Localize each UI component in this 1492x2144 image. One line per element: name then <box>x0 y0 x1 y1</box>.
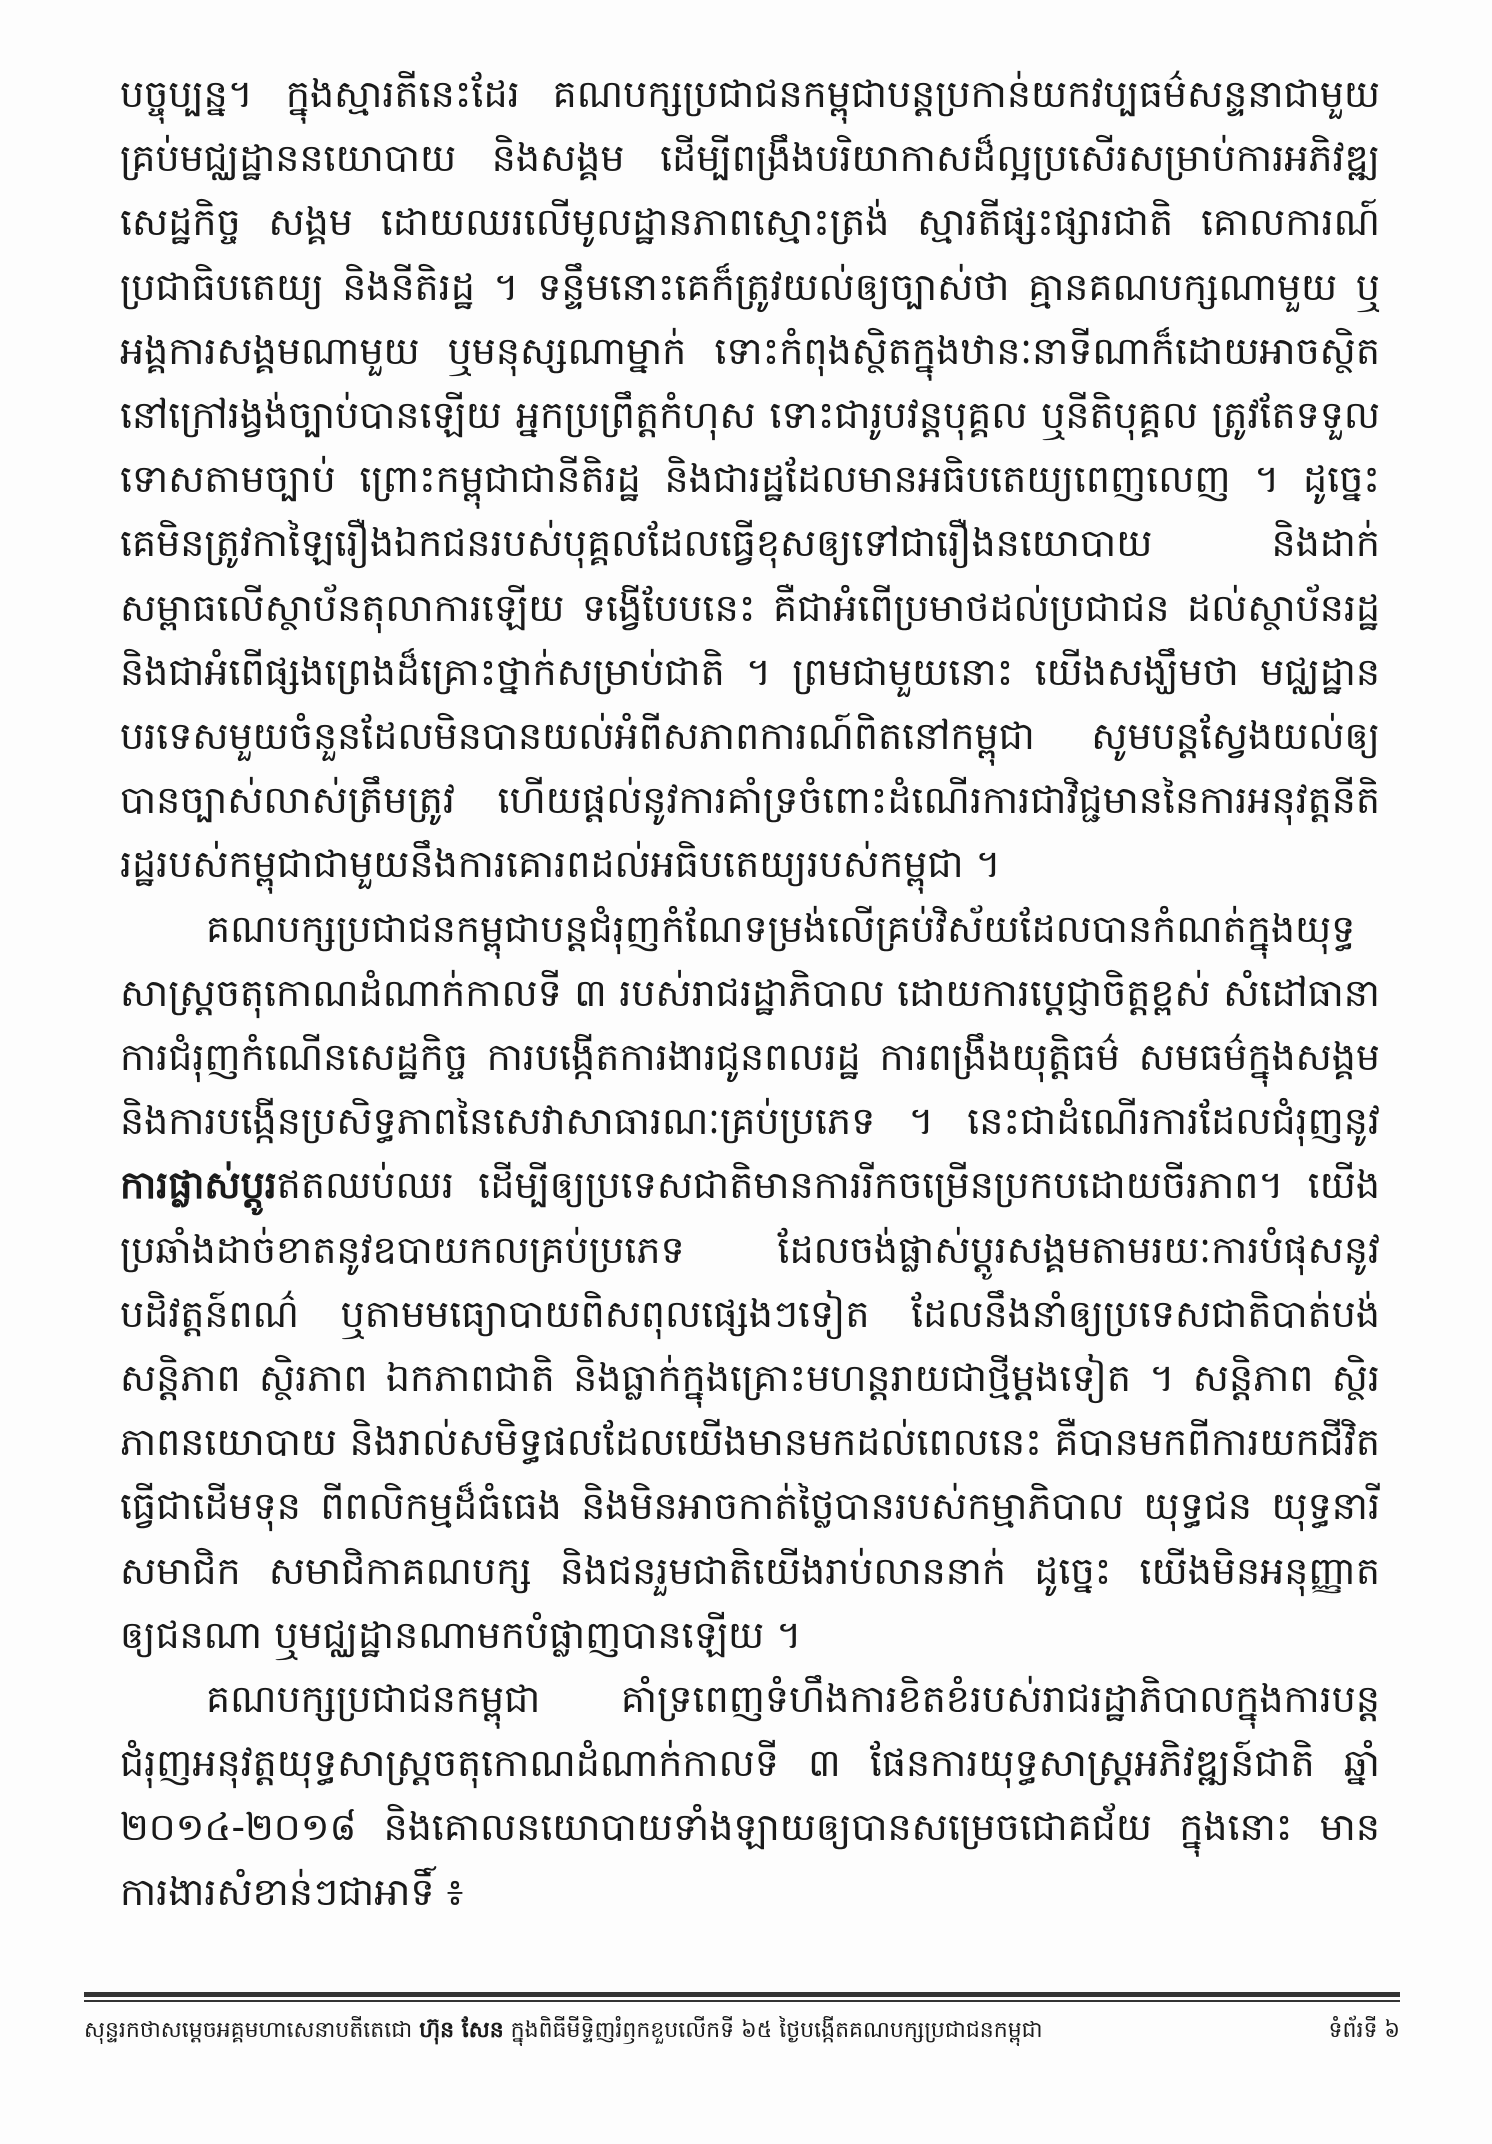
paragraph-2 <box>120 897 1380 1667</box>
page-footer <box>84 1992 1400 2046</box>
footer-divider-thin <box>84 2000 1400 2002</box>
footer-row <box>84 2016 1400 2046</box>
footer-caption-name: ហ៊ុន សែន <box>419 2018 504 2043</box>
footer-caption <box>84 2016 1309 2046</box>
document-body <box>120 62 1380 1924</box>
paragraph-2-text-b: ឥតឈប់ឈរ ដើម្បីឲ្យប្រទេសជាតិមានការរីកចម្រើនប្រកបដោយចីរភាព។ យើងប្រឆាំងដាច់ខាតនូវឧបាយកលគ្រប់ប្រភេទ ដែលចង់ផ្លាស់ប្តូរសង្គមតាមរយៈការបំផុសនូវបដិវត្តន៍ពណ៌ ឬតាមមធ្យោបាយពិសពុលផ្សេងៗទៀត ដែលនឹងនាំឲ្យប្រទេសជាតិបាត់បង់សន្តិភាព ស្ថិរភាព ឯកភាពជាតិ និងធ្លាក់ក្នុងគ្រោះមហន្តរាយជាថ្មីម្តងទៀត ។ សន្តិភាព ស្ថិរភាពនយោបាយ និងរាល់សមិទ្ធផលដែលយើងមានមកដល់ពេលនេះ គឺបានមកពីការយកជីវិតធ្វើជាដើមទុន ពីពលិកម្មដ៏ធំធេង និងមិនអាចកាត់ថ្លៃបានរបស់កម្មាភិបាល យុទ្ធជន យុទ្ធនារី សមាជិក សមាជិកាគណបក្ស និងជនរួមជាតិយើងរាប់លាននាក់ ដូច្នេះ យើងមិនអនុញ្ញាតឲ្យជនណា ឬមជ្ឈដ្ឋានណាមកបំផ្លាញបានឡើយ ។ <box>120 1163 1380 1657</box>
paragraph-1-text: បច្ចុប្បន្ន។ ក្នុងស្មារតីនេះដែរ គណបក្សប្រជាជនកម្ពុជាបន្តប្រកាន់យកវប្បធម៌សន្ទនាជាមួយគ្រប់មជ្ឈដ្ឋាននយោបាយ និងសង្គម ដើម្បីពង្រឹងបរិយាកាសដ៏ល្អប្រសើរសម្រាប់ការអភិវឌ្ឍសេដ្ឋកិច្ច សង្គម ដោយឈរលើមូលដ្ឋានភាពស្មោះត្រង់ ស្មារតីផ្សះផ្សារជាតិ គោលការណ៍ប្រជាធិបតេយ្យ និងនីតិរដ្ឋ ។ ទន្ទឹមនោះគេក៏ត្រូវយល់ឲ្យច្បាស់ថា គ្មានគណបក្សណាមួយ ឬអង្គការសង្គមណាមួយ ឬមនុស្សណាម្នាក់ ទោះកំពុងស្ថិតក្នុងឋានៈនាទីណាក៏ដោយអាចស្ថិតនៅក្រៅរង្វង់ច្បាប់បានឡើយ អ្នកប្រព្រឹត្តកំហុស ទោះជារូបវន្តបុគ្គល ឬនីតិបុគ្គល ត្រូវតែទទួលទោសតាមច្បាប់ ព្រោះកម្ពុជាជានីតិរដ្ឋ និងជារដ្ឋដែលមានអធិបតេយ្យពេញលេញ ។ ដូច្នេះ គេមិនត្រូវកាឡៃរឿងឯកជនរបស់បុគ្គលដែលធ្វើខុសឲ្យទៅជារឿងនយោបាយ និងដាក់សម្ពាធលើស្ថាប័នតុលាការឡើយ ទង្វើបែបនេះ គឺជាអំពើប្រមាថដល់ប្រជាជន ដល់ស្ថាប័នរដ្ឋ និងជាអំពើផ្សងព្រេងដ៏គ្រោះថ្នាក់សម្រាប់ជាតិ ។ ព្រមជាមួយនោះ យើងសង្ឃឹមថា មជ្ឈដ្ឋានបរទេសមួយចំនួនដែលមិនបានយល់អំពីសភាពការណ៍ពិតនៅកម្ពុជា សូមបន្តស្វែងយល់ឲ្យបានច្បាស់លាស់ត្រឹមត្រូវ ហើយផ្តល់នូវការគាំទ្រចំពោះដំណើរការជាវិជ្ជមាននៃការអនុវត្តនីតិរដ្ឋរបស់កម្ពុជាជាមួយនឹងការគោរពដល់អធិបតេយ្យរបស់កម្ពុជា ។ <box>120 72 1380 887</box>
paragraph-3 <box>120 1667 1380 1924</box>
page-number: ទំព័រទី ៦ <box>1328 2018 1400 2043</box>
paragraph-3-text: គណបក្សប្រជាជនកម្ពុជា គាំទ្រពេញទំហឹងការខិតខំរបស់រាជរដ្ឋាភិបាលក្នុងការបន្តជំរុញអនុវត្តយុទ្ធសាស្ត្រចតុកោណដំណាក់កាលទី ៣ ផែនការយុទ្ធសាស្ត្រអភិវឌ្ឍន៍ជាតិ ឆ្នាំ ២០១៤-២០១៨ និងគោលនយោបាយទាំងឡាយឲ្យបានសម្រេចជោគជ័យ ក្នុងនោះ មានការងារសំខាន់ៗជាអាទិ៍ ៖ <box>120 1677 1380 1914</box>
paragraph-2-bold-phrase: ការផ្លាស់ប្តូរ <box>120 1163 277 1208</box>
paragraph-1 <box>120 62 1380 897</box>
footer-divider-thick <box>84 1992 1400 1997</box>
footer-caption-tail: ក្នុងពិធីមីទ្ទិញរំឭកខួបលើកទី ៦៥ ថ្ងៃបង្កើតគណបក្សប្រជាជនកម្ពុជា <box>510 2018 1043 2043</box>
paragraph-2-text-a: គណបក្សប្រជាជនកម្ពុជាបន្តជំរុញកំណែទម្រង់លើគ្រប់វិស័យដែលបានកំណត់ក្នុងយុទ្ធសាស្ត្រចតុកោណដំណាក់កាលទី ៣ របស់រាជរដ្ឋាភិបាល ដោយការប្តេជ្ញាចិត្តខ្ពស់ សំដៅធានាការជំរុញកំណើនសេដ្ឋកិច្ច ការបង្កើតការងារជូនពលរដ្ឋ ការពង្រឹងយុត្តិធម៌ សមធម៌ក្នុងសង្គម និងការបង្កើនប្រសិទ្ធភាពនៃសេវាសាធារណៈគ្រប់ប្រភេទ ។ នេះជាដំណើរការដែលជំរុញនូវ <box>120 906 1380 1144</box>
footer-caption-lead: សុន្ទរកថាសម្តេចអគ្គមហាសេនាបតីតេជោ <box>84 2018 413 2043</box>
